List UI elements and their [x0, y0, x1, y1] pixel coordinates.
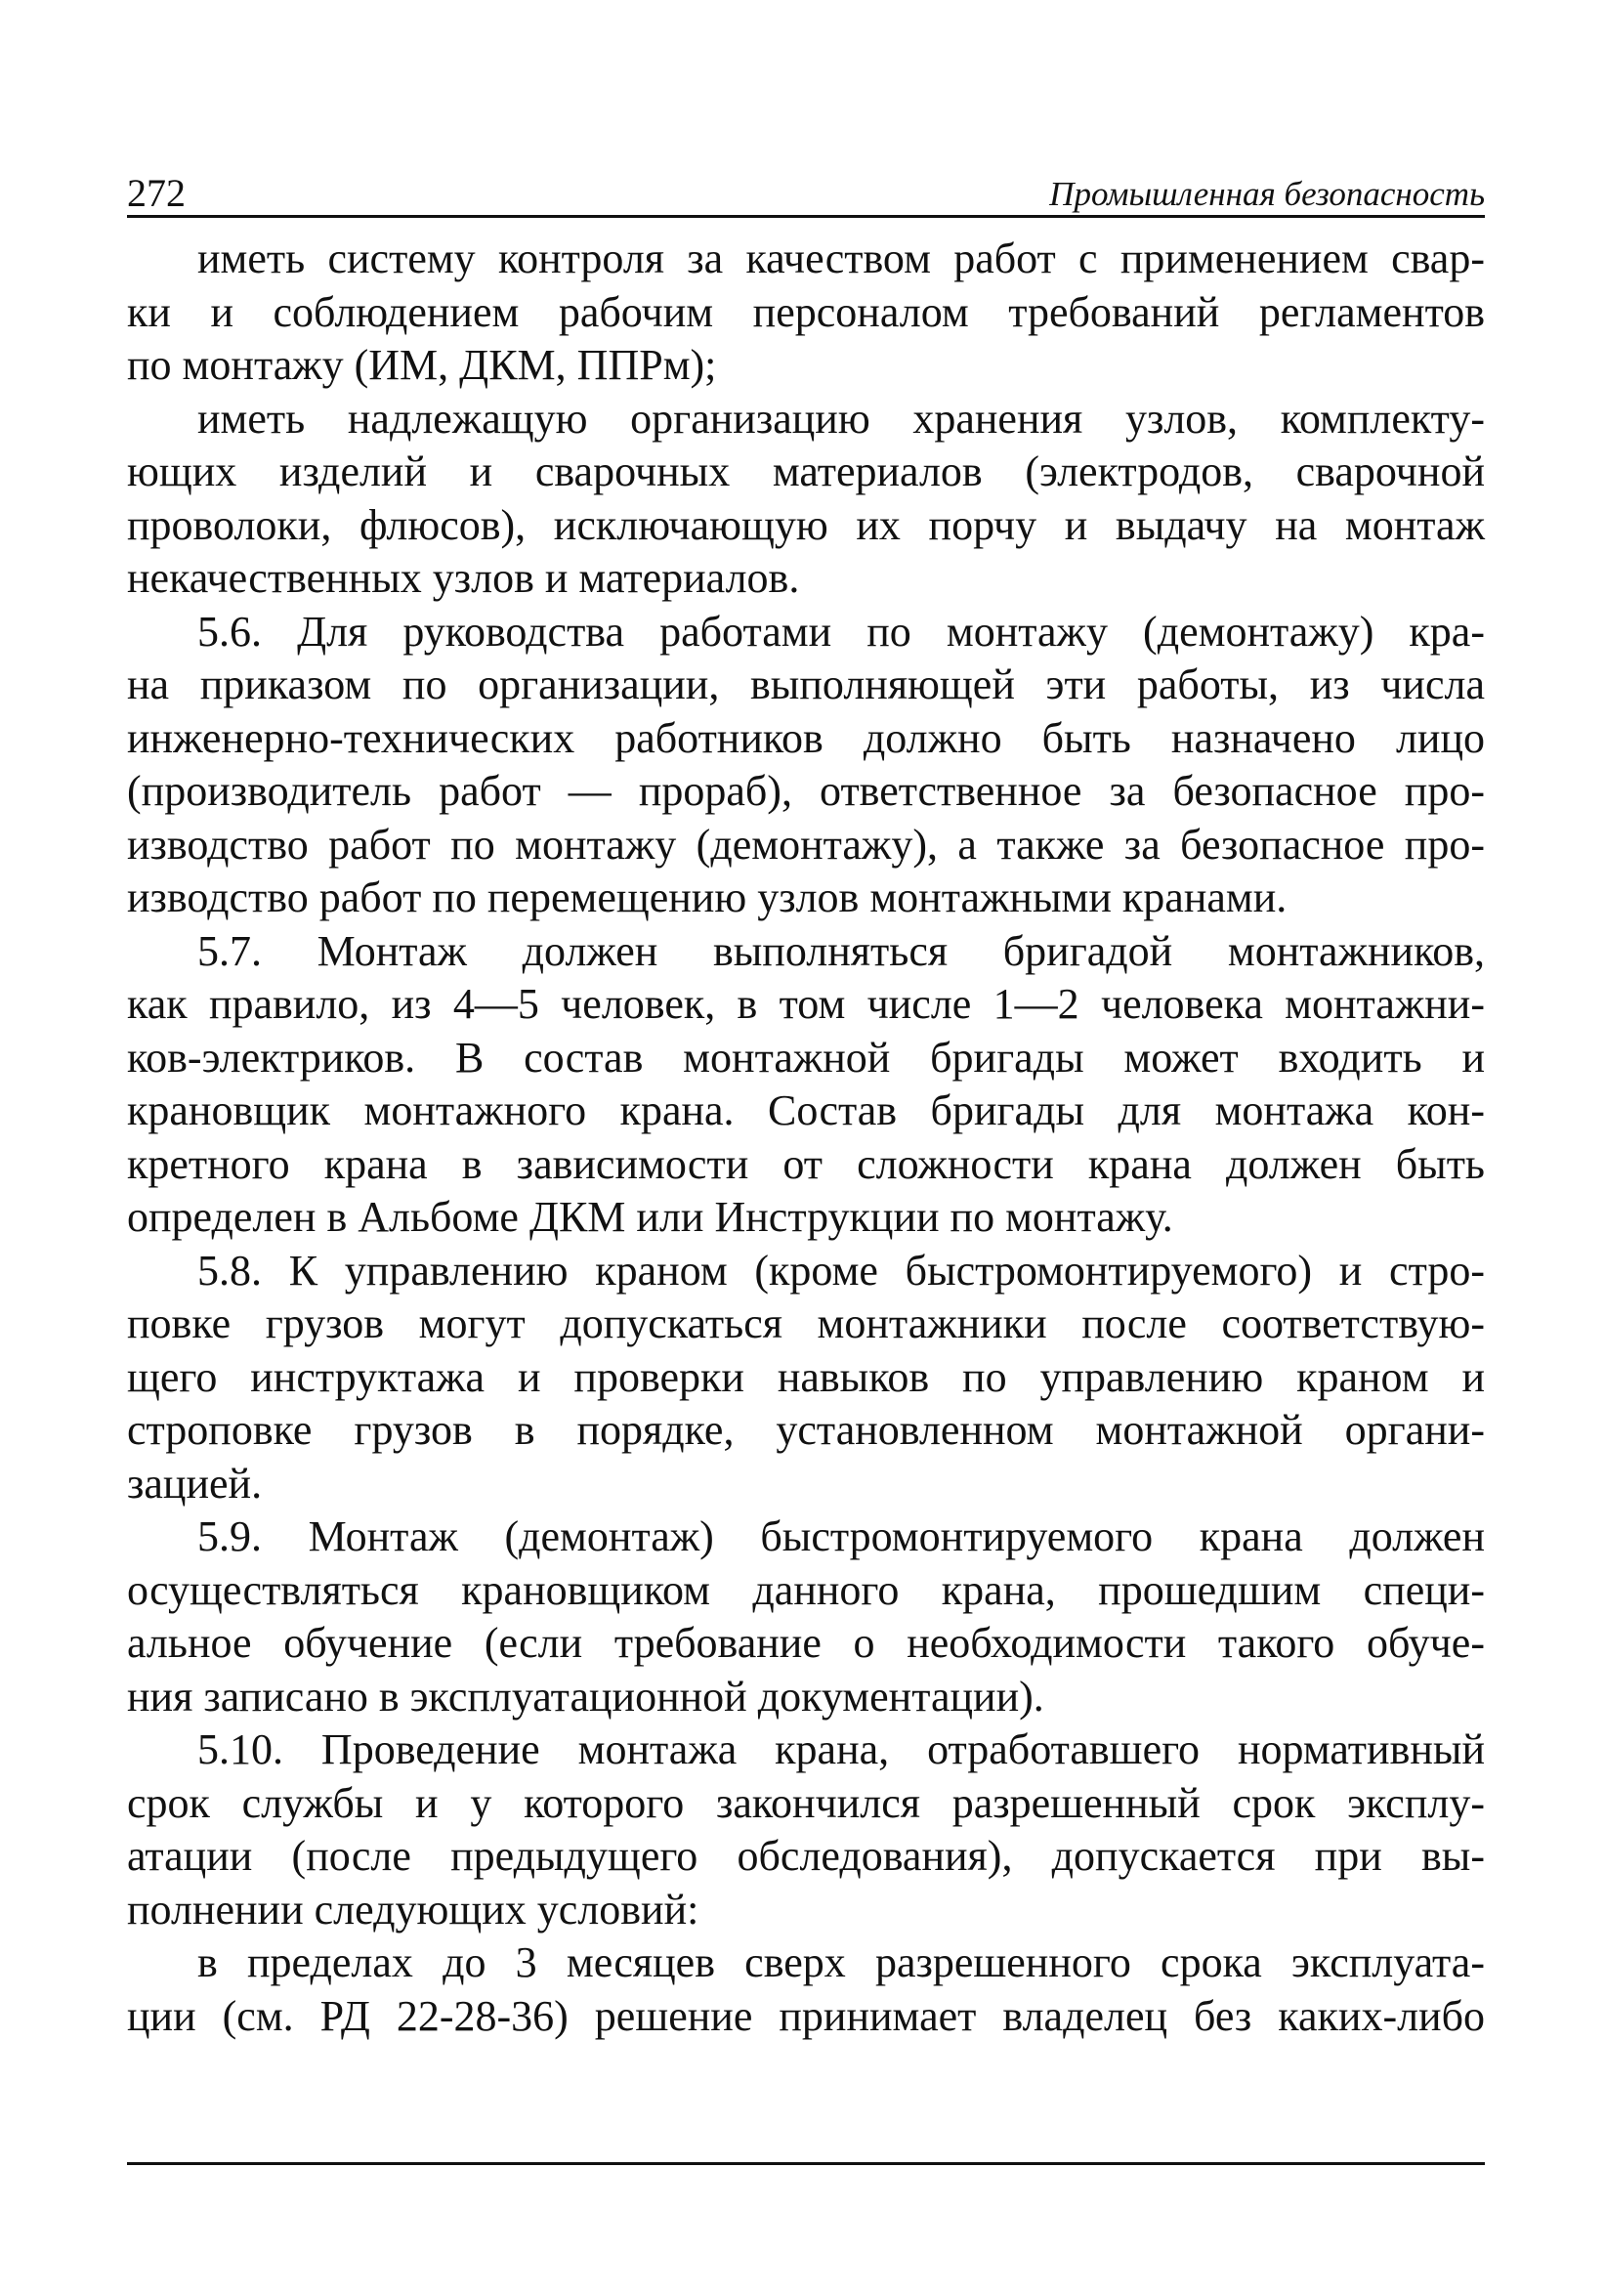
text-line: 5.8. К управлению краном (кроме быстромонтируемого) и стро- — [197, 1246, 1485, 1295]
footer-rule — [127, 2162, 1485, 2165]
text-line: ющих изделий и сварочных материалов (электродов, сварочной — [127, 447, 1485, 495]
running-title: Промышленная безопасность — [1049, 175, 1485, 213]
text-line: (производитель работ — прораб), ответственное за безопасное про- — [127, 767, 1485, 815]
text-line: строповке грузов в порядке, установленном монтажной органи- — [127, 1406, 1485, 1454]
text-line: проволоки, флюсов), исключающую их порчу и выдачу на монтаж — [127, 500, 1485, 549]
text-line: в пределах до 3 месяцев сверх разрешенного срока эксплуата- — [197, 1938, 1485, 1986]
text-line: атации (после предыдущего обследования), допускается при вы- — [127, 1832, 1485, 1880]
text-line: иметь надлежащую организацию хранения узлов, комплекту- — [197, 394, 1485, 443]
page-header — [127, 164, 1485, 218]
text-line: полнении следующих условий: — [127, 1885, 699, 1934]
text-line: срок службы и у которого закончился разрешенный срок эксплу- — [127, 1778, 1485, 1827]
text-line: осуществляться крановщиком данного крана, прошедшим специ- — [127, 1565, 1485, 1614]
text-line: как правило, из 4—5 человек, в том числе 1—2 человека монтажни- — [127, 980, 1485, 1028]
text-line: 5.10. Проведение монтажа крана, отработавшего нормативный — [197, 1725, 1485, 1773]
page-number: 272 — [127, 171, 186, 215]
text-line: зацией. — [127, 1459, 263, 1508]
text-line: изводство работ по перемещению узлов монтажными кранами. — [127, 873, 1288, 921]
text-line: изводство работ по монтажу (демонтажу), а также за безопасное про- — [127, 820, 1485, 869]
text-line: на приказом по организации, выполняющей эти работы, из числа — [127, 660, 1485, 708]
text-line: определен в Альбоме ДКМ или Инструкции по монтажу. — [127, 1193, 1173, 1241]
text-line: ков-электриков. В состав монтажной бригады может входить и — [127, 1033, 1485, 1082]
body-text — [127, 233, 1485, 2043]
text-line: 5.9. Монтаж (демонтаж) быстромонтируемого крана должен — [197, 1512, 1485, 1560]
text-line: крановщик монтажного крана. Состав бригады для монтажа кон- — [127, 1086, 1485, 1134]
text-line: альное обучение (если требование о необходимости такого обуче- — [127, 1619, 1485, 1667]
text-line: щего инструктажа и проверки навыков по управлению краном и — [127, 1352, 1485, 1401]
text-line: 5.7. Монтаж должен выполняться бригадой монтажников, — [197, 926, 1485, 975]
text-line: ния записано в эксплуатационной документации). — [127, 1672, 1044, 1721]
text-line: 5.6. Для руководства работами по монтажу (демонтажу) кра- — [197, 607, 1485, 656]
text-line: повке грузов могут допускаться монтажники после соответствую- — [127, 1299, 1485, 1347]
text-line: инженерно-технических работников должно быть назначено лицо — [127, 713, 1485, 762]
text-line: по монтажу (ИМ, ДКМ, ППРм); — [127, 341, 717, 389]
text-line: ки и соблюдением рабочим персоналом требований регламентов — [127, 287, 1485, 336]
text-line: ции (см. РД 22-28-36) решение принимает владелец без каких-либо — [127, 1991, 1485, 2040]
text-line: некачественных узлов и материалов. — [127, 554, 800, 602]
text-line: иметь систему контроля за качеством работ с применением свар- — [197, 234, 1485, 282]
text-line: кретного крана в зависимости от сложности крана должен быть — [127, 1139, 1485, 1188]
